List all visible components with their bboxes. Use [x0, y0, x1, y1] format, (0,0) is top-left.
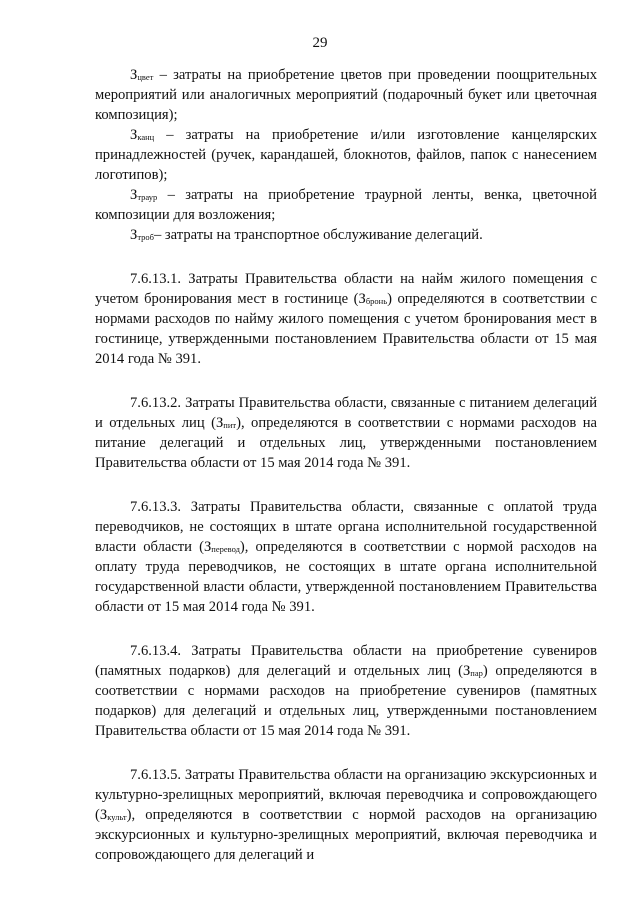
paragraph-text: ) определяются в соответствии с нормами расходов на приобретение сувениров (памятных подарков) для делегаций и отдельных лиц, утвержденными постановлением Правительства области от 15 мая 2014 года № 391.: [95, 663, 597, 739]
symbol-subscript: канц: [137, 132, 155, 142]
symbol-subscript: культ: [107, 812, 127, 822]
definition-item: [95, 225, 597, 245]
page-number: 29: [312, 35, 328, 51]
symbol-subscript: перевод: [211, 544, 240, 554]
paragraph-gap: [95, 245, 597, 269]
definition-text: – затраты на приобретение траурной ленты, венка, цветочной композиции для возложения;: [95, 187, 597, 223]
definition-text: – затраты на приобретение цветов при проведении поощрительных мероприятий или аналогичных мероприятий (подарочный букет или цветочная композиция);: [95, 67, 597, 123]
paragraph-text: ), определяются в соответствии с нормой расходов на оплату труда переводчиков, не состоящих в штате органа исполнительной государственной власти области, утвержденной постановлением Правительства области от 15 мая 2014 года № 391.: [95, 539, 597, 615]
symbol: З: [462, 663, 471, 679]
paragraph-7-6-13-1: [95, 269, 597, 369]
symbol: З: [215, 415, 224, 431]
symbol-subscript: траур: [137, 192, 158, 202]
symbol: З: [203, 539, 212, 555]
paragraph-text: 7.6.13.3. Затраты Правительства области, связанные с оплатой труда переводчиков, не состоящих в штате органа исполнительной государственной власти области (: [95, 499, 597, 555]
definition-text: – затраты на транспортное обслуживание делегаций.: [153, 227, 483, 243]
paragraph-text: 7.6.13.4. Затраты Правительства области на приобретение сувениров (памятных подарков) для делегаций и отдельных лиц (: [95, 643, 597, 679]
paragraph-gap: [95, 617, 597, 641]
paragraph-7-6-13-5: [95, 765, 597, 865]
symbol: З: [358, 291, 366, 307]
definition-item: [95, 125, 597, 185]
symbol: З: [99, 807, 108, 823]
paragraph-text: ), определяются в соответствии с нормой расходов на организацию экскурсионных и культурно-зрелищных мероприятий, включая переводчика и сопровождающего для делегаций и: [95, 807, 597, 863]
paragraph-7-6-13-3: [95, 497, 597, 617]
symbol: З: [130, 227, 138, 243]
document-body: [95, 65, 597, 865]
paragraph-text: 7.6.13.5. Затраты Правительства области на организацию экскурсионных и культурно-зрелищных мероприятий, включая переводчика и сопровождающего (: [95, 767, 597, 823]
symbol-subscript: бронь: [365, 296, 388, 306]
paragraph-7-6-13-2: [95, 393, 597, 473]
symbol-subscript: пар: [470, 668, 483, 678]
symbol-subscript: троб: [137, 232, 154, 242]
definition-item: [95, 185, 597, 225]
symbol: З: [130, 67, 138, 83]
paragraph-7-6-13-4: [95, 641, 597, 741]
symbol: З: [130, 187, 138, 203]
paragraph-text: 7.6.13.1. Затраты Правительства области на найм жилого помещения с учетом бронирования мест в гостинице (: [95, 271, 597, 307]
symbol-subscript: пит: [223, 420, 237, 430]
paragraph-text: ), определяются в соответствии с нормами расходов на питание делегаций и отдельных лиц, утвержденными постановлением Правительства области от 15 мая 2014 года № 391.: [95, 415, 597, 471]
symbol: З: [130, 127, 138, 143]
paragraph-gap: [95, 369, 597, 393]
paragraph-gap: [95, 741, 597, 765]
definition-text: – затраты на приобретение и/или изготовление канцелярских принадлежностей (ручек, карандашей, блокнотов, файлов, папок с нанесением логотипов);: [95, 127, 597, 183]
paragraph-text: ) определяются в соответствии с нормами расходов по найму жилого помещения с учетом бронирования мест в гостинице, утвержденными постановлением Правительства области от 15 мая 2014 года № 391.: [95, 291, 598, 367]
definition-item: [95, 65, 597, 125]
paragraph-text: 7.6.13.2. Затраты Правительства области, связанные с питанием делегаций и отдельных лиц (: [95, 395, 597, 431]
paragraph-gap: [95, 473, 597, 497]
symbol-subscript: цвет: [137, 72, 154, 82]
